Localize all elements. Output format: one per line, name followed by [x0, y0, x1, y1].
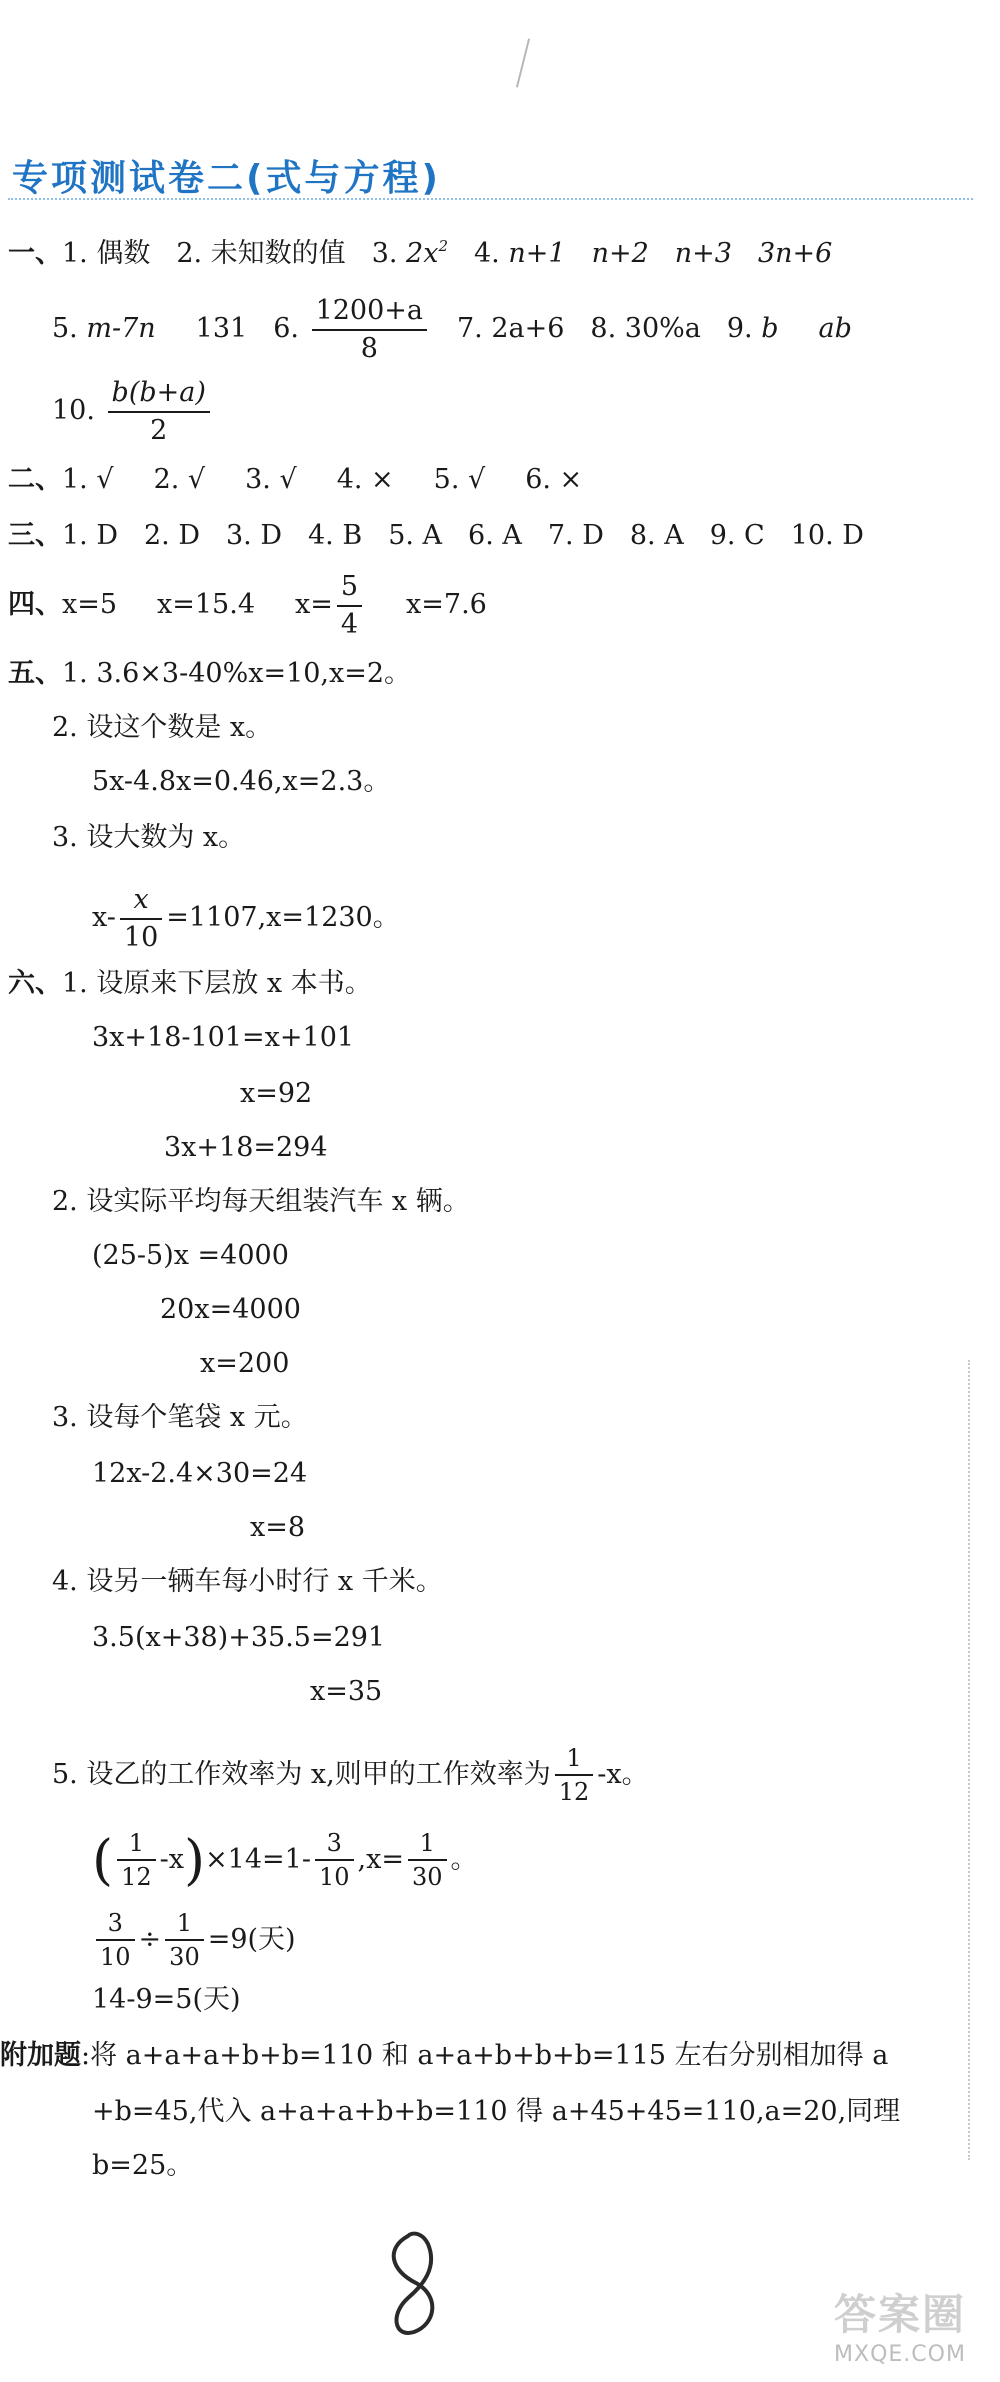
section4-line — [8, 572, 487, 639]
s1-item5-expr: m-7n — [86, 313, 156, 345]
s2-a6: 6. × — [525, 464, 583, 495]
s4-a4: x=7.6 — [406, 589, 487, 621]
s5-q3-frac-num: x — [120, 885, 162, 920]
s6-q5-f3-num: 1 — [408, 1830, 447, 1861]
s3-a6: 6. A — [468, 520, 522, 551]
s1-item8: 8. 30%a — [590, 313, 701, 345]
s6-q5-l2-f2 — [165, 1910, 204, 1971]
s6-q5-f1-den: 12 — [121, 1863, 152, 1892]
s1-item6-num: 1200+a — [312, 296, 427, 331]
s6-q5-eq-times: ×14=1- — [205, 1843, 311, 1875]
title-divider — [8, 198, 973, 200]
watermark-domain: MXQE.COM — [834, 2342, 966, 2367]
s6-q5-title-fraction — [555, 1745, 594, 1806]
s6-q4-title: 4. 设另一辆车每小时行 x 千米。 — [52, 1566, 443, 1597]
s5-q3-suffix: =1107,x=1230。 — [166, 902, 400, 934]
s6-q3-title: 3. 设每个笔袋 x 元。 — [52, 1402, 308, 1433]
s4-a2: x=15.4 — [157, 589, 255, 621]
s4-fraction — [337, 572, 362, 639]
s6-q5-f3-den: 30 — [411, 1863, 443, 1892]
s6-q5-f1-num: 1 — [117, 1830, 156, 1861]
s1-item9-a: b — [761, 313, 779, 345]
section5-label: 五、 — [8, 658, 62, 689]
s1-item9-b: ab — [818, 313, 852, 345]
s4-frac-den: 4 — [340, 608, 359, 640]
s1-item10-num: b(b+a) — [108, 378, 210, 413]
s6-q5-l2-f1-den: 10 — [100, 1943, 131, 1972]
s6-q5-f2-num: 3 — [315, 1830, 354, 1861]
s1-item7: 7. 2a+6 — [457, 313, 565, 345]
s3-a9: 9. C — [709, 520, 765, 551]
section6-q1-title — [8, 970, 372, 997]
s5-q3-fraction — [120, 885, 162, 952]
section2-label: 二、 — [8, 464, 62, 495]
section5-q2-eq: 5x-4.8x=0.46,x=2.3。 — [92, 766, 391, 797]
s2-a4: 4. × — [336, 464, 394, 495]
site-watermark — [800, 2282, 1000, 2382]
s6-q5-eq2 — [92, 1910, 296, 1971]
s3-a7: 7. D — [547, 520, 604, 551]
s6-q5-l2-f1 — [96, 1910, 135, 1971]
s6-q5-title-suffix: -x。 — [597, 1758, 649, 1790]
section1-label: 一、 — [8, 238, 62, 269]
s6-q1-line3: 3x+18=294 — [164, 1132, 328, 1163]
s6-q5-tf-num: 1 — [555, 1745, 594, 1776]
s1-item3-label: 3. — [371, 238, 398, 269]
s3-a4: 4. B — [308, 520, 363, 551]
s6-q3-line2: x=8 — [250, 1512, 306, 1543]
s6-q2-line2: 20x=4000 — [160, 1294, 301, 1325]
s6-q5-eq-mid: -x — [159, 1843, 184, 1875]
s6-q5-title-prefix: 5. 设乙的工作效率为 x,则甲的工作效率为 — [52, 1758, 551, 1790]
s6-q4-line2: x=35 — [310, 1676, 383, 1707]
extra-line3: b=25。 — [92, 2150, 194, 2181]
s6-q5-eq-f1 — [117, 1830, 156, 1891]
right-margin-rule — [968, 1360, 970, 2160]
s3-a10: 10. D — [790, 520, 864, 551]
s6-q5-eq-f3 — [408, 1830, 447, 1891]
section5-q3-title: 3. 设大数为 x。 — [52, 822, 246, 853]
s6-q2-line1: (25-5)x =4000 — [92, 1240, 289, 1271]
s3-a8: 8. A — [629, 520, 684, 551]
s3-a1: 1. D — [62, 520, 118, 551]
s6-q5-f2-den: 10 — [318, 1863, 350, 1892]
s6-q5-eq-end: 。 — [450, 1843, 478, 1875]
s6-q5-l2-f2-num: 1 — [165, 1910, 204, 1941]
s6-q5-eq-x: ,x= — [357, 1843, 404, 1875]
s5-q3-frac-den: 10 — [123, 921, 159, 953]
s1-item4-b: n+2 — [591, 238, 649, 269]
s6-q5-l2-f1-num: 3 — [96, 1910, 135, 1941]
s1-item4-a: n+1 — [508, 238, 566, 269]
s5-q3-prefix: x- — [92, 902, 116, 934]
s4-a1: x=5 — [62, 589, 118, 621]
s1-item9-label: 9. — [726, 313, 753, 345]
extra-line1-text: :将 a+a+a+b+b=110 和 a+a+b+b+b=115 左右分别相加得 a — [81, 2040, 889, 2071]
section1-line1 — [8, 237, 833, 269]
s1-item3-value: $2x^2$ — [406, 237, 448, 269]
s6-q5-eq-f2 — [315, 1830, 354, 1891]
s6-q5-l2-div: ÷ — [138, 1923, 162, 1955]
s3-a5: 5. A — [388, 520, 443, 551]
s1-item5-label: 5. — [52, 313, 78, 345]
extra-line2: +b=45,代入 a+a+a+b+b=110 得 a+45+45=110,a=20,同理 — [92, 2096, 901, 2127]
s1-item4-c: n+3 — [674, 238, 732, 269]
s1-item6-den: 8 — [360, 332, 378, 364]
s3-a3: 3. D — [226, 520, 282, 551]
s6-q5-l2-f2-den: 30 — [169, 1943, 200, 1972]
section4-label: 四、 — [8, 589, 62, 621]
s1-item10-fraction — [108, 378, 210, 445]
s6-q3-line1: 12x-2.4×30=24 — [92, 1458, 308, 1489]
s6-q5-tf-den: 12 — [558, 1778, 590, 1807]
s1-item4-label: 4. — [474, 238, 500, 269]
s2-a1: 1. √ — [62, 464, 114, 495]
s6-q1-line2: x=92 — [240, 1078, 313, 1109]
s6-q2-line3: x=200 — [200, 1348, 290, 1379]
section3-line — [8, 522, 864, 549]
s6-q5-open-paren: ( — [92, 1828, 114, 1892]
pen-mark — [516, 39, 530, 88]
s5-q1-text: 1. 3.6×3-40%x=10,x=2。 — [62, 658, 412, 689]
section3-label: 三、 — [8, 520, 62, 551]
extra-line1 — [0, 2042, 888, 2069]
s6-q5-eq1 — [92, 1830, 478, 1891]
s4-frac-num: 5 — [337, 572, 362, 607]
s6-q1-title-text: 1. 设原来下层放 x 本书。 — [62, 968, 372, 999]
s2-a5: 5. √ — [433, 464, 486, 495]
s2-a3: 3. √ — [245, 464, 297, 495]
watermark-logo-text: 答案圈 — [833, 2290, 966, 2339]
s1-item1: 1. 偶数 — [62, 238, 151, 269]
s1-item4-d: 3n+6 — [757, 238, 833, 269]
s6-q2-title: 2. 设实际平均每天组装汽车 x 辆。 — [52, 1186, 470, 1217]
section1-line3 — [52, 378, 214, 445]
section5-q2-title: 2. 设这个数是 x。 — [52, 712, 273, 743]
section5-q3-eq — [92, 885, 400, 952]
s2-a2: 2. √ — [153, 464, 206, 495]
s6-q1-line1: 3x+18-101=x+101 — [92, 1022, 355, 1053]
s1-item10-label: 10. — [52, 395, 95, 427]
handwritten-page-number — [378, 2228, 458, 2348]
page-title: 专项测试卷二(式与方程) — [12, 158, 441, 199]
s1-item5-value: 131 — [195, 313, 248, 345]
s1-item6-label: 6. — [273, 313, 299, 345]
s1-item10-den: 2 — [150, 414, 168, 446]
s1-item2: 2. 未知数的值 — [176, 238, 346, 269]
section6-label: 六、 — [8, 968, 62, 999]
s6-q4-line1: 3.5(x+38)+35.5=291 — [92, 1622, 386, 1653]
s1-item6-fraction — [312, 296, 427, 363]
s6-q5-close-paren: ) — [183, 1828, 206, 1892]
extra-label: 附加题 — [0, 2040, 81, 2071]
s4-a3: x= — [295, 589, 333, 621]
section1-line2 — [52, 296, 852, 363]
s6-q5-l2-end: =9(天) — [207, 1923, 296, 1955]
s6-q5-title — [52, 1745, 649, 1806]
section2-line — [8, 466, 582, 493]
s6-q5-line3: 14-9=5(天) — [92, 1984, 241, 2015]
s3-a2: 2. D — [144, 520, 200, 551]
section5-q1 — [8, 660, 411, 687]
